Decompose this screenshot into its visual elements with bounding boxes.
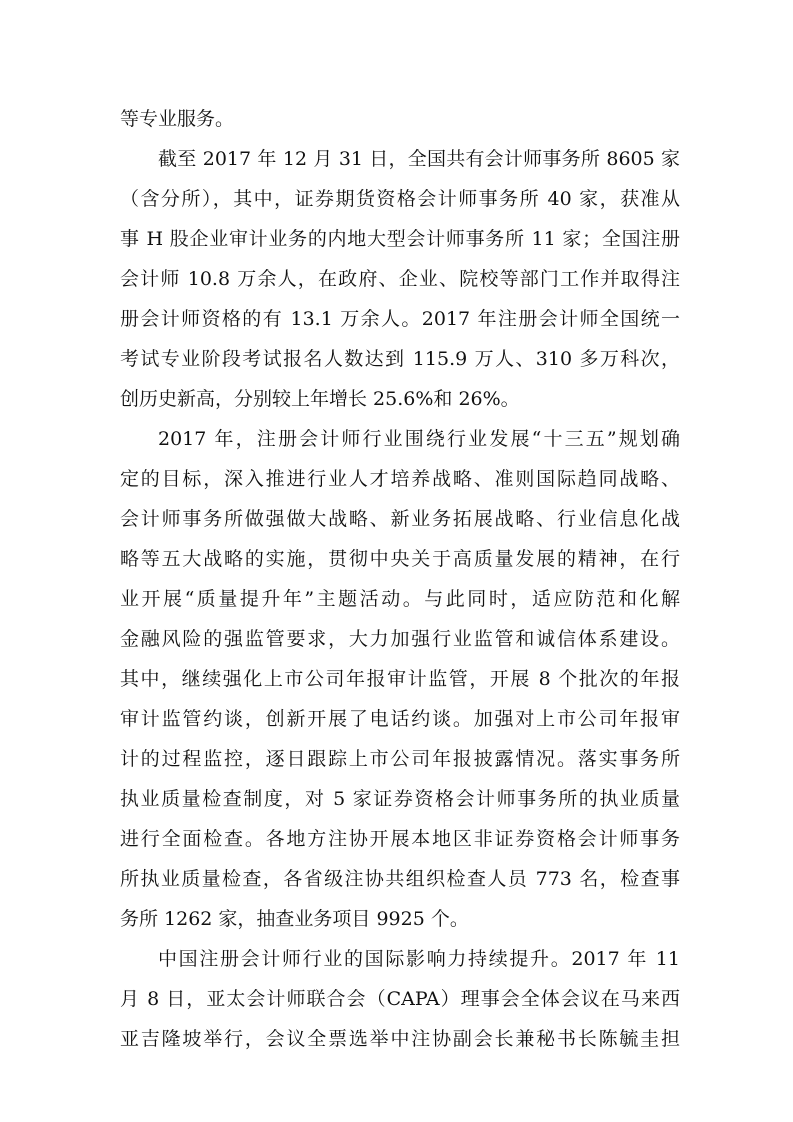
text-line: 等专业服务。	[120, 108, 235, 130]
text-line: 审计监管约谈，创新开展了电话约谈。加强对上市公司年报审	[120, 708, 680, 730]
text-line: 2017 年，注册会计师行业围绕行业发展“十三五”规划确	[158, 428, 680, 450]
text-line: 定的目标，深入推进行业人才培养战略、准则国际趋同战略、	[120, 468, 680, 490]
text-line: 会计师 10.8 万余人，在政府、企业、院校等部门工作并取得注	[120, 268, 680, 290]
text-line: 务所 1262 家，抽查业务项目 9925 个。	[120, 908, 469, 930]
text-line: 金融风险的强监管要求，大力加强行业监管和诚信体系建设。	[120, 628, 680, 650]
text-line: 业开展“质量提升年”主题活动。与此同时，适应防范和化解	[120, 588, 680, 610]
text-line: 创历史新高，分别较上年增长 25.6%和 26%。	[120, 388, 520, 410]
text-line: 册会计师资格的有 13.1 万余人。2017 年注册会计师全国统一	[120, 308, 680, 330]
text-line: 所执业质量检查，各省级注协共组织检查人员 773 名，检查事	[120, 868, 680, 890]
text-line: 其中，继续强化上市公司年报审计监管，开展 8 个批次的年报	[120, 668, 680, 690]
text-line: 截至 2017 年 12 月 31 日，全国共有会计师事务所 8605 家	[158, 148, 680, 170]
text-line: 亚吉隆坡举行，会议全票选举中注协副会长兼秘书长陈毓圭担	[120, 1028, 680, 1050]
text-line: 执业质量检查制度，对 5 家证券资格会计师事务所的执业质量	[120, 788, 680, 810]
text-line: 事 H 股企业审计业务的内地大型会计师事务所 11 家；全国注册	[120, 228, 680, 250]
text-line: （含分所），其中，证券期货资格会计师事务所 40 家，获准从	[120, 188, 680, 210]
text-line: 月 8 日，亚太会计师联合会（CAPA）理事会全体会议在马来西	[120, 988, 680, 1010]
text-line: 考试专业阶段考试报名人数达到 115.9 万人、310 多万科次，	[120, 348, 680, 370]
text-line: 会计师事务所做强做大战略、新业务拓展战略、行业信息化战	[120, 508, 680, 530]
text-line: 略等五大战略的实施，贯彻中央关于高质量发展的精神，在行	[120, 548, 680, 570]
text-line: 进行全面检查。各地方注协开展本地区非证券资格会计师事务	[120, 828, 680, 850]
text-line: 中国注册会计师行业的国际影响力持续提升。2017 年 11	[158, 948, 680, 970]
text-line: 计的过程监控，逐日跟踪上市公司年报披露情况。落实事务所	[120, 748, 680, 770]
